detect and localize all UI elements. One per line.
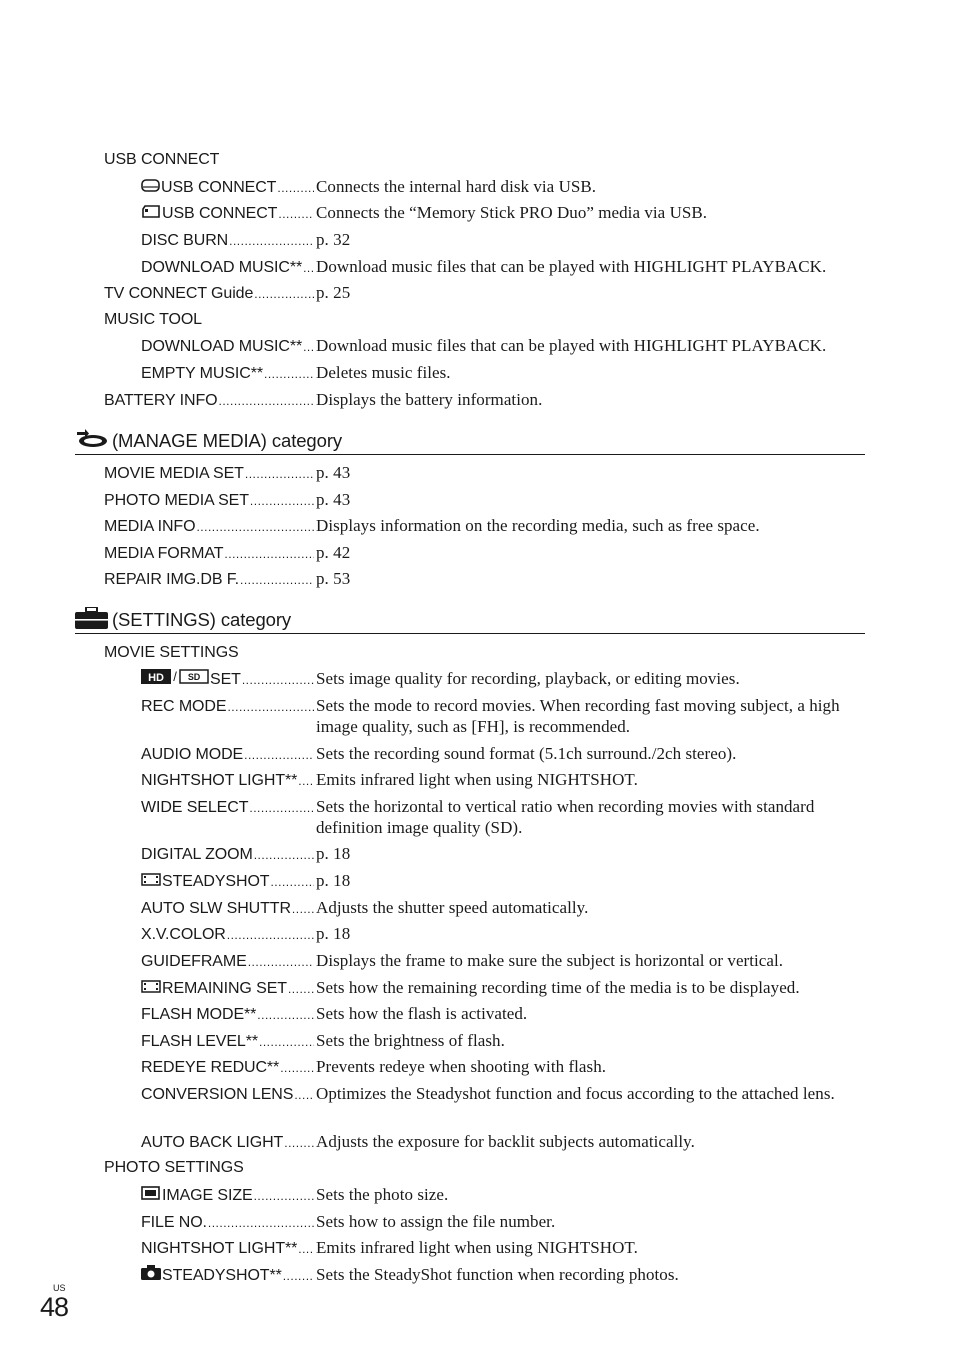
empty-music-desc: Deletes music files.	[316, 363, 451, 382]
setting-label: STEADYSHOT**	[162, 1267, 282, 1284]
setting-label: IMAGE SIZE	[162, 1187, 253, 1204]
setting-label: NIGHTSHOT LIGHT**	[141, 1240, 298, 1257]
setting-description: Sets image quality for recording, playback, or editing movies.	[316, 669, 740, 688]
region-marker: US	[53, 1283, 66, 1293]
image-size-icon	[141, 1185, 161, 1206]
setting-label: DIGITAL ZOOM	[141, 846, 253, 863]
dot-leader	[294, 1084, 314, 1106]
setting-entry	[141, 843, 861, 866]
empty-music-label: EMPTY MUSIC**	[141, 365, 263, 382]
setting-label: STEADYSHOT	[162, 873, 270, 890]
setting-description: Sets the SteadyShot function when recording photos.	[316, 1265, 679, 1284]
battery-info-desc: Displays the battery information.	[316, 390, 543, 409]
dot-leader	[224, 543, 314, 565]
setting-description: Prevents redeye when shooting with flash.	[316, 1057, 607, 1076]
dot-leader	[280, 1057, 314, 1079]
setting-description: Adjusts the exposure for backlit subjects automatically.	[316, 1132, 695, 1151]
setting-description: Sets how to assign the file number.	[316, 1212, 556, 1231]
setting-entry	[104, 489, 861, 512]
setting-label: REC MODE	[141, 698, 227, 715]
setting-entry	[141, 695, 861, 737]
download-music-desc: Download music files that can be played with HIGHLIGHT PLAYBACK.	[316, 257, 827, 276]
setting-entry	[141, 923, 861, 946]
setting-label: CONVERSION LENS	[141, 1086, 294, 1103]
dot-leader	[292, 898, 314, 920]
setting-label: AUDIO MODE	[141, 746, 244, 763]
dot-leader	[264, 363, 314, 385]
battery-info-entry	[104, 389, 861, 412]
toolbox-icon	[75, 607, 108, 634]
setting-description: p. 43	[316, 463, 351, 482]
disc-burn-label: DISC BURN	[141, 232, 229, 249]
setting-entry	[141, 743, 861, 766]
dot-leader	[227, 924, 314, 946]
usb-hdd-desc: Connects the internal hard disk via USB.	[316, 177, 597, 196]
dot-leader	[259, 1031, 314, 1053]
setting-label: MEDIA INFO	[104, 518, 196, 535]
setting-description: Sets the mode to record movies. When recording fast moving subject, a high image quality, such as [FH], is recommended.	[316, 696, 840, 736]
setting-entry	[141, 1030, 861, 1053]
empty-music-entry	[141, 362, 861, 385]
setting-entry	[141, 1083, 861, 1106]
usb-connect-heading: USB CONNECT	[104, 151, 220, 168]
download-music-label: DOWNLOAD MUSIC**	[141, 338, 303, 355]
settings-title: (SETTINGS) category	[112, 609, 292, 630]
tv-connect-label: TV CONNECT Guide	[104, 285, 254, 302]
setting-label: NIGHTSHOT LIGHT**	[141, 772, 298, 789]
svg-text:/: /	[173, 669, 177, 684]
dot-leader	[288, 978, 314, 1000]
setting-entry	[141, 1056, 861, 1079]
film-strip-icon	[141, 978, 161, 999]
dot-leader	[298, 770, 314, 792]
usb-hdd-entry	[141, 176, 861, 199]
setting-label: MEDIA FORMAT	[104, 545, 224, 562]
dot-leader	[254, 1185, 314, 1207]
usb-hdd-label: USB CONNECT	[161, 179, 277, 196]
dot-leader	[196, 516, 314, 538]
page-number: 48	[40, 1292, 69, 1322]
manage-media-icon	[75, 429, 108, 454]
setting-entry	[141, 668, 861, 691]
dot-leader	[277, 177, 314, 199]
movie-settings-heading: MOVIE SETTINGS	[104, 644, 239, 661]
manage-media-category-header	[75, 428, 865, 455]
setting-description: p. 18	[316, 844, 351, 863]
settings-category-header	[75, 607, 865, 634]
dot-leader	[208, 1212, 314, 1234]
dot-leader	[284, 1132, 314, 1154]
dot-leader	[303, 257, 314, 279]
hd-sd-quality-icon	[141, 669, 209, 690]
setting-label: X.V.COLOR	[141, 926, 226, 943]
setting-entry	[141, 769, 861, 792]
setting-entry	[141, 1184, 861, 1207]
setting-description: Emits infrared light when using NIGHTSHOT.	[316, 770, 638, 789]
setting-label: AUTO SLW SHUTTR	[141, 900, 291, 917]
tv-connect-desc: p. 25	[316, 283, 351, 302]
dot-leader	[245, 463, 314, 485]
setting-entry	[141, 870, 861, 893]
usb-ms-desc: Connects the “Memory Stick PRO Duo” media via USB.	[316, 203, 708, 222]
setting-description: Adjusts the shutter speed automatically.	[316, 898, 589, 917]
photo-settings-heading: PHOTO SETTINGS	[104, 1159, 244, 1176]
setting-label: AUTO BACK LIGHT	[141, 1134, 284, 1151]
setting-entry	[104, 515, 861, 538]
battery-info-label: BATTERY INFO	[104, 392, 218, 409]
disc-burn-desc: p. 32	[316, 230, 351, 249]
download-music-desc: Download music files that can be played with HIGHLIGHT PLAYBACK.	[316, 336, 827, 355]
disc-burn-entry	[141, 229, 861, 252]
setting-label: FILE NO.	[141, 1214, 207, 1231]
setting-description: p. 43	[316, 490, 351, 509]
setting-description: p. 53	[316, 569, 351, 588]
dot-leader	[249, 797, 314, 819]
tv-connect-entry	[104, 282, 861, 305]
download-music-entry-2	[141, 335, 861, 358]
download-music-label: DOWNLOAD MUSIC**	[141, 259, 303, 276]
setting-description: Optimizes the Steadyshot function and focus according to the attached lens.	[316, 1084, 835, 1103]
dot-leader	[298, 1238, 314, 1260]
setting-label: GUIDEFRAME	[141, 953, 247, 970]
setting-entry	[141, 1211, 861, 1234]
setting-entry	[141, 950, 861, 973]
setting-entry	[141, 1264, 861, 1287]
setting-label: FLASH LEVEL**	[141, 1033, 258, 1050]
setting-label: SET	[210, 671, 241, 688]
manage-media-title: (MANAGE MEDIA) category	[112, 430, 343, 451]
dot-leader	[240, 569, 314, 591]
setting-label: REMAINING SET	[162, 980, 287, 997]
dot-leader	[229, 230, 314, 252]
setting-description: p. 18	[316, 924, 351, 943]
memory-stick-icon	[141, 203, 161, 224]
film-strip-icon	[141, 871, 161, 892]
setting-entry	[141, 977, 861, 1000]
setting-label: FLASH MODE**	[141, 1006, 257, 1023]
dot-leader	[254, 283, 314, 305]
dot-leader	[278, 203, 314, 225]
setting-description: Sets how the remaining recording time of the media is to be displayed.	[316, 978, 800, 997]
setting-description: Sets the recording sound format (5.1ch surround./2ch stereo).	[316, 744, 737, 763]
setting-description: Sets the horizontal to vertical ratio when recording movies with standard definition image quality (SD).	[316, 797, 815, 837]
setting-description: Displays information on the recording media, such as free space.	[316, 516, 760, 535]
dot-leader	[270, 871, 314, 893]
setting-entry	[141, 796, 861, 838]
dot-leader	[244, 744, 314, 766]
dot-leader	[242, 669, 314, 691]
setting-entry	[104, 462, 861, 485]
dot-leader	[250, 490, 314, 512]
music-tool-heading: MUSIC TOOL	[104, 311, 202, 328]
dot-leader	[248, 951, 314, 973]
setting-label: MOVIE MEDIA SET	[104, 465, 244, 482]
dot-leader	[283, 1265, 314, 1287]
dot-leader	[227, 696, 314, 718]
svg-text:HD: HD	[148, 672, 164, 684]
setting-description: Sets how the flash is activated.	[316, 1004, 528, 1023]
setting-description: p. 42	[316, 543, 351, 562]
setting-label: REDEYE REDUC**	[141, 1059, 280, 1076]
setting-description: Sets the photo size.	[316, 1185, 449, 1204]
setting-entry	[104, 542, 861, 565]
dot-leader	[257, 1004, 314, 1026]
setting-entry	[141, 1131, 861, 1154]
dot-leader	[219, 390, 315, 412]
setting-description: Displays the frame to make sure the subject is horizontal or vertical.	[316, 951, 784, 970]
setting-label: WIDE SELECT	[141, 799, 249, 816]
setting-entry	[104, 568, 861, 591]
download-music-entry	[141, 256, 861, 279]
svg-text:SD: SD	[187, 672, 201, 682]
setting-label: REPAIR IMG.DB F.	[104, 571, 240, 588]
camera-icon	[141, 1265, 161, 1286]
dot-leader	[303, 336, 314, 358]
setting-description: p. 18	[316, 871, 351, 890]
hard-disk-icon	[141, 177, 160, 198]
setting-description: Emits infrared light when using NIGHTSHOT.	[316, 1238, 638, 1257]
setting-entry	[141, 1237, 861, 1260]
setting-entry	[141, 897, 861, 920]
usb-ms-label: USB CONNECT	[162, 205, 278, 222]
setting-description: Sets the brightness of flash.	[316, 1031, 505, 1050]
usb-ms-entry	[141, 202, 861, 225]
dot-leader	[254, 844, 314, 866]
setting-entry	[141, 1003, 861, 1026]
setting-label: PHOTO MEDIA SET	[104, 492, 249, 509]
